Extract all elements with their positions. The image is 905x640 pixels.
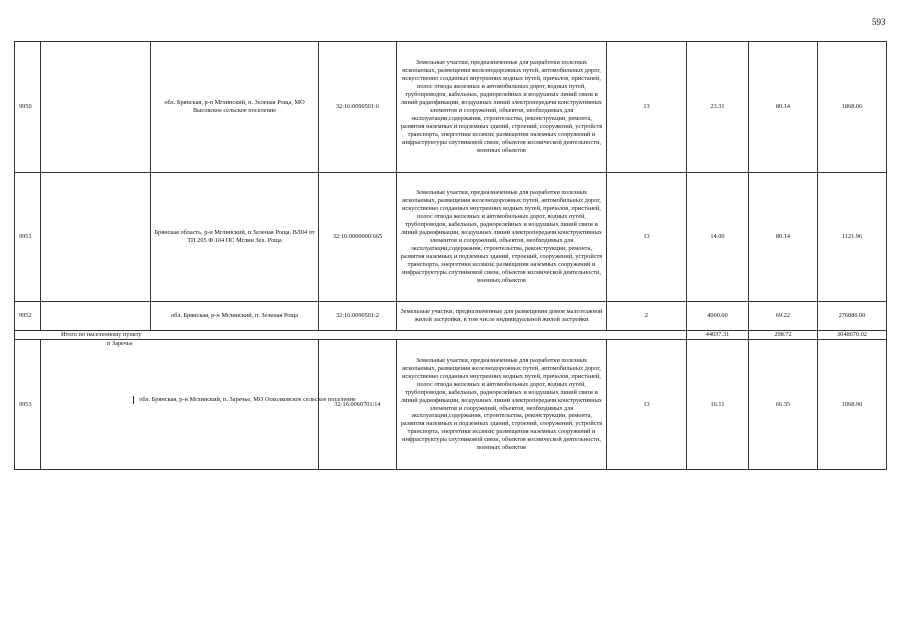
total-label: Итого по населенному пункту	[15, 331, 687, 340]
row-number: 9950	[15, 42, 41, 173]
rate-cell: 80.14	[749, 173, 818, 302]
settlement-group-label	[41, 340, 356, 470]
row-number: 9951	[15, 173, 41, 302]
total-rate: 298.72	[749, 331, 818, 340]
row-number: 9953	[15, 340, 41, 470]
address-cell: обл. Брянская, р-н Мглинский, п. Заречье, МО Осколковское сельское поселение	[133, 396, 357, 404]
table-row	[15, 302, 887, 331]
table-row	[15, 340, 887, 470]
cadastral-value-cell: 1868.06	[818, 42, 887, 173]
blank-cell	[41, 173, 151, 302]
total-area: 44037.31	[687, 331, 749, 340]
settlement-total-row	[15, 331, 887, 340]
land-group-cell: 2	[607, 302, 687, 331]
area-cell: 4000.00	[687, 302, 749, 331]
cadastral-number-cell: 32:16:0090501:2	[319, 302, 397, 331]
rate-cell: 80.14	[749, 42, 818, 173]
address-cell: Брянская область, р-н Мглинский, п Зеленая Роща, ВЛ04 от ТП 205 Ф.104 ПС Мглин Зел. Роща	[151, 173, 319, 302]
blank-cell	[41, 42, 151, 173]
land-use-description-cell: Земельные участки, предназначенные для разработки полезных ископаемых, размещения железнодорожных путей, автомобильных дорог, искусственно созданных внутренних водных путей, причалов, пристаней, полос отвода железных и автомобильных дорог, водных путей, трубопроводов, кабельных, радиорелейных и воздушных линий связи и линий радиофикации, воздушных линий электропередачи конструктивных элементов и сооружений, объектов, необходимых для эксплуатации,содержания, строительства, реконструкции, ремонта, развития наземных и подземных зданий, строений, сооружений, устройств транспорта, энергетики иссвязи; размещения наземных сооружений и инфраструктуры спутниковой связи, объектов космической деятельности, военных объектов	[397, 340, 607, 470]
area-cell: 16.11	[687, 340, 749, 470]
land-group-cell: 13	[607, 173, 687, 302]
cadastral-value-cell: 276880.00	[818, 302, 887, 331]
settlement-name: п Заречье	[107, 340, 133, 347]
land-group-cell: 13	[607, 42, 687, 173]
cadastral-number-cell: 32:16:0000000:665	[319, 173, 397, 302]
area-cell: 14.00	[687, 173, 749, 302]
land-registry-table	[14, 41, 887, 470]
row-number: 9952	[15, 302, 41, 331]
land-use-description-cell: Земельные участки, предназначенные для разработки полезных ископаемых, размещения железнодорожных путей, автомобильных дорог, искусственно созданных внутренних водных путей, причалов, пристаней, полос отвода железных и автомобильных дорог, водных путей, трубопроводов, кабельных, радиорелейных и воздушных линий связи и линий радиофикации, воздушных линий электропередачи конструктивных элементов и сооружений, объектов, необходимых для эксплуатации,содержания, строительства, реконструкции, ремонта, развития наземных и подземных зданий, строений, сооружений, устройств транспорта, энергетики иссвязи; размещения наземных сооружений и инфраструктуры спутниковой связи, объектов космической деятельности, военных объектов	[397, 173, 607, 302]
cadastral-number-cell: 32:16:0090501:6	[319, 42, 397, 173]
blank-cell	[41, 302, 151, 331]
cadastral-number-cell: 32:16:0060701:14	[319, 340, 397, 470]
table-row	[15, 173, 887, 302]
cadastral-value-cell: 1068.90	[818, 340, 887, 470]
cadastral-value-cell: 1121.96	[818, 173, 887, 302]
page-number: 593	[872, 17, 886, 27]
rate-cell: 69.22	[749, 302, 818, 331]
land-group-cell: 13	[607, 340, 687, 470]
land-use-description-cell: Земельные участки, предназначенные для разработки полезных ископаемых, размещения железнодорожных путей, автомобильных дорог, искусственно созданных внутренних водных путей, причалов, пристаней, полос отвода железных и автомобильных дорог, водных путей, трубопроводов, кабельных, радиорелейных и воздушных линий связи и линий радиофикации, воздушных линий электропередачи конструктивных элементов и сооружений, объектов, необходимых для эксплуатации,содержания, строительства, реконструкции, ремонта, развития наземных и подземных зданий, строений, сооружений, устройств транспорта, энергетики иссвязи; размещения наземных сооружений и инфраструктуры спутниковой связи, объектов космической деятельности, военных объектов	[397, 42, 607, 173]
land-use-description-cell: Земельные участки, предназначенные для размещения домов малоэтажной жилой застройки, в том числе индивидуальной жилой застройки	[397, 302, 607, 331]
rate-cell: 66.35	[749, 340, 818, 470]
address-cell: обл. Брянская, р-н Мглинский, п. Зеленая Роща	[151, 302, 319, 331]
table-row	[15, 42, 887, 173]
total-value: 3048670.02	[818, 331, 887, 340]
address-cell: обл. Брянская, р-н Мглинский, п. Зеленая Роща, МО Высокское сельское поселение	[151, 42, 319, 173]
area-cell: 23.31	[687, 42, 749, 173]
